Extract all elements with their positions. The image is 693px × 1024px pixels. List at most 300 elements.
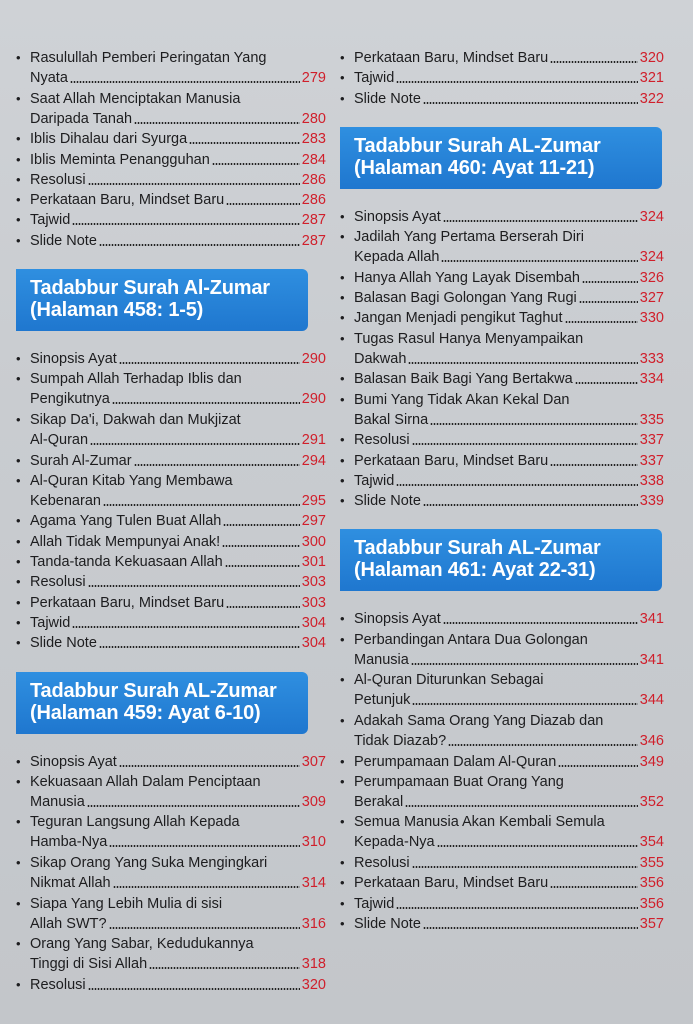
page-number: 297 (301, 513, 326, 530)
section-heading-line: Tadabbur Surah AL-Zumar (354, 537, 601, 560)
bullet-icon: • (340, 915, 345, 931)
dot-leader (189, 142, 300, 144)
toc-entry-title: Slide Note (30, 232, 97, 249)
toc-entry-title: Berakal (354, 793, 404, 810)
toc-entry-title: Surah Al-Zumar (30, 452, 132, 469)
toc-entry-row (16, 389, 326, 409)
toc-entry[interactable] (340, 227, 664, 267)
toc-entry[interactable] (340, 451, 664, 471)
toc-entry-title: Al-Quran Kitab Yang Membawa (30, 472, 233, 489)
toc-entry[interactable] (16, 552, 326, 572)
dot-leader (99, 244, 300, 246)
toc-entry-title: Tidak Diazab? (354, 732, 447, 749)
toc-entry-row (340, 288, 664, 308)
page-number: 300 (301, 533, 326, 550)
toc-entry[interactable] (16, 210, 326, 230)
page-number: 356 (639, 895, 664, 912)
dot-leader (575, 382, 638, 384)
dot-leader (565, 321, 638, 323)
toc-entry-row (16, 914, 326, 934)
toc-entry[interactable] (16, 190, 326, 210)
toc-entry[interactable] (16, 772, 326, 812)
bullet-icon: • (16, 90, 21, 106)
toc-entry-title: Jangan Menjadi pengikut Taghut (354, 310, 563, 327)
toc-entry[interactable] (340, 207, 664, 227)
toc-entry-row (16, 752, 326, 772)
bullet-icon: • (16, 232, 21, 248)
toc-entry[interactable] (16, 231, 326, 251)
toc-entry[interactable] (340, 369, 664, 389)
bullet-icon: • (16, 212, 21, 228)
toc-entry-row (16, 471, 326, 491)
toc-entry[interactable] (16, 369, 326, 409)
page-number: 280 (301, 110, 326, 127)
section-heading-line: (Halaman 460: Ayat 11-21) (354, 156, 595, 179)
dot-leader (103, 504, 300, 506)
page-number: 333 (639, 350, 664, 367)
toc-entry-title: Tinggi di Sisi Allah (30, 956, 148, 973)
section-heading-line: Tadabbur Surah AL-Zumar (30, 679, 277, 702)
toc-entry-title: Dakwah (354, 350, 407, 367)
section-heading-line: (Halaman 461: Ayat 22-31) (354, 559, 596, 582)
page-number: 327 (639, 290, 664, 307)
bullet-icon: • (16, 452, 21, 468)
toc-entry-row (340, 89, 664, 109)
toc-entry-row (16, 369, 326, 389)
dot-leader (579, 301, 638, 303)
toc-entry[interactable] (16, 129, 326, 149)
page-number: 356 (639, 875, 664, 892)
page-number: 284 (301, 151, 326, 168)
bullet-icon: • (16, 533, 21, 549)
bullet-icon: • (16, 513, 21, 529)
toc-entry[interactable] (340, 914, 664, 934)
bullet-icon: • (16, 895, 21, 911)
section-heading-line: (Halaman 458: 1-5) (30, 299, 204, 321)
toc-entry-title: Slide Note (30, 635, 97, 652)
toc-entry-row (16, 190, 326, 210)
bullet-icon: • (16, 131, 21, 147)
toc-entry-title: Kepada-Nya (354, 834, 435, 851)
bullet-icon: • (340, 631, 345, 647)
toc-entry-title: Perumpamaan Dalam Al-Quran (354, 753, 557, 770)
dot-leader (558, 765, 638, 767)
toc-entry-title: Resolusi (30, 976, 86, 993)
page-number: 324 (639, 249, 664, 266)
toc-entry-row (16, 48, 326, 68)
toc-entry-row (16, 552, 326, 572)
toc-entry-title: Bakal Sirna (354, 411, 429, 428)
toc-entry-title: Al-Quran Diturunkan Sebagai (354, 672, 544, 689)
toc-entry-row (16, 150, 326, 170)
bullet-icon: • (340, 672, 345, 688)
page-number: 357 (639, 915, 664, 932)
toc-entry-row (16, 89, 326, 109)
toc-entry-title: Daripada Tanah (30, 110, 133, 127)
page-number: 334 (639, 371, 664, 388)
dot-leader (448, 744, 638, 746)
bullet-icon: • (16, 151, 21, 167)
toc-entry-title: Sinopsis Ayat (30, 753, 117, 770)
toc-entry[interactable] (340, 812, 664, 852)
toc-entry-title: Siapa Yang Lebih Mulia di sisi (30, 895, 223, 912)
page-number: 321 (639, 70, 664, 87)
bullet-icon: • (340, 70, 345, 86)
toc-entry-row (16, 430, 326, 450)
toc-entry-row (340, 650, 664, 670)
toc-entry[interactable] (16, 471, 326, 511)
toc-entry[interactable] (16, 975, 326, 995)
dot-leader (88, 988, 300, 990)
dot-leader (423, 102, 638, 104)
toc-entry-title: Slide Note (354, 915, 421, 932)
toc-entry[interactable] (16, 894, 326, 934)
toc-entry-row (16, 68, 326, 88)
page-number: 349 (639, 753, 664, 770)
page-number: 320 (639, 50, 664, 66)
dot-leader (109, 927, 300, 929)
toc-entry-title: Semua Manusia Akan Kembali Semula (354, 814, 605, 831)
page-number: 337 (639, 452, 664, 469)
section-heading-line: Tadabbur Surah Al-Zumar (30, 277, 270, 299)
page-number: 287 (301, 232, 326, 249)
toc-entry-row (340, 914, 664, 934)
bullet-icon: • (16, 773, 21, 789)
toc-entry[interactable] (16, 410, 326, 450)
toc-entry[interactable] (340, 430, 664, 450)
toc-entry-title: Perkataan Baru, Mindset Baru (354, 452, 549, 469)
section-heading (16, 269, 308, 331)
dot-leader (582, 281, 638, 283)
toc-entry-row (340, 853, 664, 873)
bullet-icon: • (340, 371, 345, 387)
toc-entry-row (340, 308, 664, 328)
toc-entry[interactable] (340, 670, 664, 710)
bullet-icon: • (16, 472, 21, 488)
page-number: 286 (301, 171, 326, 188)
toc-entry-title: Iblis Dihalau dari Syurga (30, 131, 188, 148)
bullet-icon: • (16, 976, 21, 992)
toc-entry[interactable] (340, 390, 664, 430)
toc-entry[interactable] (16, 812, 326, 852)
toc-entry-row (340, 369, 664, 389)
toc-entry-row (16, 853, 326, 873)
toc-entry-title: Jadilah Yang Pertama Berserah Diri (354, 229, 584, 246)
dot-leader (412, 443, 638, 445)
dot-leader (437, 845, 638, 847)
toc-entry-title: Iblis Meminta Penangguhan (30, 151, 210, 168)
page-number: 322 (639, 90, 664, 107)
toc-entry[interactable] (340, 329, 664, 369)
bullet-icon: • (340, 452, 345, 468)
toc-entry-row (16, 170, 326, 190)
toc-entry[interactable] (16, 532, 326, 552)
toc-entry-row (16, 792, 326, 812)
toc-entry-title: Perkataan Baru, Mindset Baru (354, 875, 549, 892)
bullet-icon: • (340, 895, 345, 911)
page-number: 291 (301, 431, 326, 448)
page-number: 290 (301, 351, 326, 367)
section-heading (340, 127, 662, 189)
dot-leader (99, 646, 300, 648)
toc-entry[interactable] (340, 268, 664, 288)
bullet-icon: • (340, 814, 345, 830)
toc-entry[interactable] (340, 288, 664, 308)
page-number: 354 (639, 834, 664, 851)
page-number: 338 (639, 472, 664, 489)
toc-entry[interactable] (340, 609, 664, 629)
toc-entry[interactable] (16, 633, 326, 653)
dot-leader (113, 886, 300, 888)
toc-entry-title: Resolusi (354, 432, 410, 449)
page-number: 304 (301, 635, 326, 652)
dot-leader (405, 805, 638, 807)
page-number: 314 (301, 875, 326, 891)
toc-entry-row (16, 593, 326, 613)
toc-entry-title: Nyata (30, 70, 68, 86)
toc-entry-title: Manusia (30, 793, 85, 810)
toc-entry-row (340, 630, 664, 650)
bullet-icon: • (16, 371, 21, 387)
page-number: 310 (301, 834, 326, 851)
dot-leader (441, 260, 637, 262)
toc-entry-title: Kebenaran (30, 492, 101, 509)
page-number: 307 (301, 753, 326, 770)
toc-entry-row (340, 207, 664, 227)
toc-entry[interactable] (16, 613, 326, 633)
toc-entry-row (340, 430, 664, 450)
toc-entry-title: Perkataan Baru, Mindset Baru (354, 50, 549, 66)
bullet-icon: • (340, 753, 345, 769)
toc-entry[interactable] (16, 150, 326, 170)
page-number: 320 (301, 976, 326, 993)
toc-entry-title: Agama Yang Tulen Buat Allah (30, 513, 222, 530)
toc-entry-row (340, 68, 664, 88)
bullet-icon: • (340, 493, 345, 509)
toc-entry-title: Bumi Yang Tidak Akan Kekal Dan (354, 391, 570, 408)
dot-leader (412, 866, 638, 868)
toc-entry[interactable] (16, 170, 326, 190)
toc-entry-title: Perbandingan Antara Dua Golongan (354, 631, 588, 648)
toc-entry-title: Teguran Langsung Allah Kepada (30, 814, 240, 831)
toc-entry-title: Tugas Rasul Hanya Menyampaikan (354, 330, 584, 347)
dot-leader (396, 81, 638, 83)
toc-entry-row (340, 792, 664, 812)
toc-entry-row (16, 954, 326, 974)
page-number: 330 (639, 310, 664, 327)
toc-entry-row (16, 772, 326, 792)
dot-leader (72, 223, 300, 225)
bullet-icon: • (16, 554, 21, 569)
toc-entry[interactable] (340, 894, 664, 914)
bullet-icon: • (340, 208, 345, 224)
dot-leader (408, 362, 637, 364)
toc-entry[interactable] (340, 630, 664, 670)
toc-entry-row (340, 812, 664, 832)
toc-entry-row (16, 873, 326, 893)
page-number: 344 (639, 692, 664, 709)
bullet-icon: • (340, 310, 345, 326)
toc-entry-row (16, 210, 326, 230)
toc-entry[interactable] (340, 752, 664, 772)
toc-entry-row (16, 812, 326, 832)
toc-entry-row (340, 390, 664, 410)
toc-entry[interactable] (340, 471, 664, 491)
toc-entry-title: Slide Note (354, 90, 421, 107)
toc-entry-row (16, 491, 326, 511)
bullet-icon: • (16, 171, 21, 187)
toc-entry-title: Sinopsis Ayat (354, 208, 441, 225)
toc-entry-row (16, 894, 326, 914)
toc-entry-title: Nikmat Allah (30, 875, 111, 891)
toc-entry-row (340, 772, 664, 792)
dot-leader (550, 464, 638, 466)
toc-entry-row (340, 690, 664, 710)
toc-entry-row (16, 975, 326, 995)
page-number: 341 (639, 651, 664, 668)
toc-entry-row (16, 451, 326, 471)
toc-entry-title: Kekuasaan Allah Dalam Penciptaan (30, 773, 261, 790)
toc-entry[interactable] (16, 752, 326, 772)
bullet-icon: • (340, 432, 345, 448)
dot-leader (88, 183, 300, 185)
bullet-icon: • (340, 472, 345, 488)
toc-entry[interactable] (16, 853, 326, 893)
toc-entry-title: Tajwid (354, 472, 395, 489)
page-number: 303 (301, 574, 326, 591)
page-number: 346 (639, 732, 664, 749)
dot-leader (223, 524, 299, 526)
toc-entry[interactable] (340, 772, 664, 812)
toc-entry-row (340, 48, 664, 68)
bullet-icon: • (340, 269, 345, 285)
bullet-icon: • (340, 229, 345, 245)
bullet-icon: • (340, 855, 345, 870)
dot-leader (430, 423, 638, 425)
toc-entry-title: Al-Quran (30, 431, 89, 448)
toc-entry[interactable] (340, 491, 664, 511)
dot-leader (112, 402, 300, 404)
toc-entry-title: Resolusi (30, 171, 86, 188)
toc-entry-row (340, 832, 664, 852)
toc-entry-title: Allah Tidak Mempunyai Anak! (30, 533, 221, 550)
toc-entry-title: Balasan Baik Bagi Yang Bertakwa (354, 371, 573, 388)
toc-entry[interactable] (16, 48, 326, 88)
toc-entry-row (340, 491, 664, 511)
toc-entry-row (340, 410, 664, 430)
toc-entry-title: Hanya Allah Yang Layak Disembah (354, 269, 580, 286)
bullet-icon: • (16, 814, 21, 830)
toc-entry[interactable] (16, 89, 326, 129)
bullet-icon: • (16, 614, 21, 630)
dot-leader (109, 845, 299, 847)
dot-leader (423, 504, 638, 506)
toc-entry-title: Perkataan Baru, Mindset Baru (30, 594, 225, 611)
toc-entry[interactable] (340, 48, 664, 68)
toc-entry-title: Rasulullah Pemberi Peringatan Yang (30, 50, 267, 66)
dot-leader (134, 122, 300, 124)
toc-entry-row (340, 731, 664, 751)
bullet-icon: • (16, 351, 21, 366)
dot-leader (396, 907, 638, 909)
toc-entry-title: Adakah Sama Orang Yang Diazab dan (354, 712, 604, 729)
toc-entry[interactable] (340, 89, 664, 109)
dot-leader (149, 967, 300, 969)
toc-entry-title: Tajwid (354, 70, 395, 87)
page-number: 318 (301, 956, 326, 973)
toc-entry-row (16, 511, 326, 531)
bullet-icon: • (16, 936, 21, 952)
page-number: 355 (639, 855, 664, 871)
bullet-icon: • (340, 50, 345, 65)
toc-entry-row (340, 894, 664, 914)
toc-entry[interactable] (340, 711, 664, 751)
toc-entry-title: Perkataan Baru, Mindset Baru (30, 192, 225, 209)
bullet-icon: • (340, 391, 345, 407)
dot-leader (550, 886, 638, 888)
toc-entry[interactable] (340, 308, 664, 328)
section-heading-line: Tadabbur Surah AL-Zumar (354, 134, 601, 157)
toc-entry-title: Slide Note (354, 493, 421, 510)
bullet-icon: • (340, 712, 345, 728)
dot-leader (90, 443, 300, 445)
dot-leader (88, 585, 300, 587)
toc-entry-row (16, 532, 326, 552)
toc-entry-title: Orang Yang Sabar, Kedudukannya (30, 936, 254, 953)
page-number: 290 (301, 391, 326, 408)
toc-entry[interactable] (340, 873, 664, 893)
toc-entry-title: Petunjuk (354, 692, 411, 709)
toc-entry-title: Hamba-Nya (30, 834, 108, 851)
toc-entry-title: Balasan Bagi Golongan Yang Rugi (354, 290, 577, 307)
toc-entry-row (16, 613, 326, 633)
bullet-icon: • (16, 574, 21, 590)
toc-entry-row (16, 934, 326, 954)
toc-entry[interactable] (16, 349, 326, 369)
toc-entry-title: Sinopsis Ayat (354, 611, 441, 628)
dot-leader (70, 81, 300, 83)
toc-entry-title: Perumpamaan Buat Orang Yang (354, 773, 564, 790)
toc-entry-row (340, 711, 664, 731)
page-number: 326 (639, 269, 664, 286)
bullet-icon: • (16, 855, 21, 870)
dot-leader (411, 663, 638, 665)
page-number: 304 (301, 614, 326, 631)
toc-entry-title: Pengikutnya (30, 391, 110, 408)
toc-entry[interactable] (340, 68, 664, 88)
page-number: 279 (301, 70, 326, 86)
bullet-icon: • (340, 290, 345, 306)
page-number: 335 (639, 411, 664, 428)
toc-entry[interactable] (16, 511, 326, 531)
toc-entry[interactable] (16, 593, 326, 613)
toc-entry-row (340, 752, 664, 772)
toc-entry-row (340, 329, 664, 349)
dot-leader (226, 606, 300, 608)
toc-entry[interactable] (16, 934, 326, 974)
toc-entry-title: Allah SWT? (30, 915, 107, 932)
toc-entry[interactable] (16, 451, 326, 471)
toc-entry-row (16, 633, 326, 653)
page-number: 339 (639, 493, 664, 510)
toc-entry[interactable] (16, 572, 326, 592)
page-number: 341 (639, 611, 664, 628)
toc-entry-title: Tanda-tanda Kekuasaan Allah (30, 554, 223, 570)
toc-entry-title: Saat Allah Menciptakan Manusia (30, 90, 241, 107)
toc-entry[interactable] (340, 853, 664, 873)
toc-entry-title: Resolusi (354, 855, 410, 871)
toc-entry-row (340, 268, 664, 288)
